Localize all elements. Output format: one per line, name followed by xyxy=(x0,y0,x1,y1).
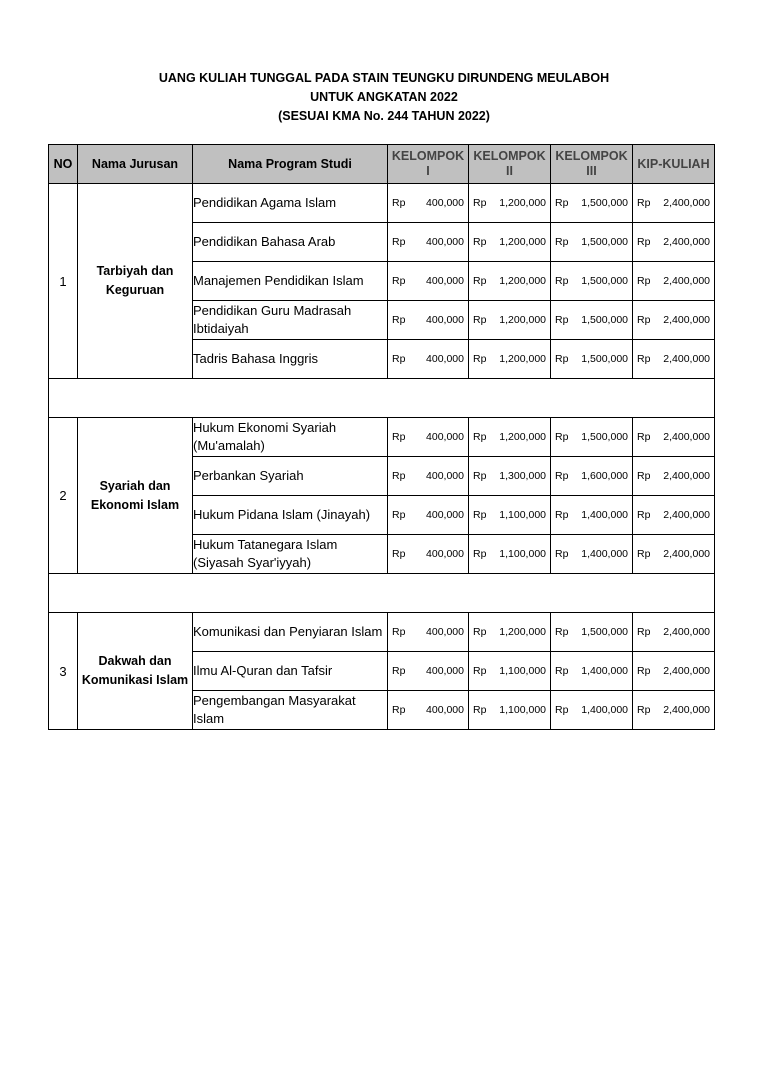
fee-k3 xyxy=(551,496,633,535)
tuition-table xyxy=(48,144,715,730)
fee-amount: 2,400,000 xyxy=(663,665,710,677)
currency-label: Rp xyxy=(473,275,487,287)
fee-amount: 2,400,000 xyxy=(663,704,710,716)
fee-k3 xyxy=(551,262,633,301)
fee-k1 xyxy=(388,262,469,301)
group-separator xyxy=(49,574,715,613)
currency-label: Rp xyxy=(555,197,569,209)
fee-k1 xyxy=(388,301,469,340)
fee-amount: 1,400,000 xyxy=(581,704,628,716)
fee-k2 xyxy=(469,613,551,652)
program-name: Pendidikan Guru Madrasah Ibtidaiyah xyxy=(193,301,388,340)
currency-label: Rp xyxy=(392,236,406,248)
fee-k1 xyxy=(388,652,469,691)
currency-label: Rp xyxy=(637,431,651,443)
program-name: Pendidikan Agama Islam xyxy=(193,184,388,223)
fee-amount: 2,400,000 xyxy=(663,431,710,443)
fee-k1 xyxy=(388,496,469,535)
title-line-2: UNTUK ANGKATAN 2022 xyxy=(310,90,458,104)
title-line-1: UANG KULIAH TUNGGAL PADA STAIN TEUNGKU DIRUNDENG MEULABOH xyxy=(158,71,610,85)
fee-kip xyxy=(633,652,715,691)
fee-kip xyxy=(633,223,715,262)
header-kelompok-2: KELOMPOK II xyxy=(469,145,551,184)
currency-label: Rp xyxy=(637,236,651,248)
fee-amount: 1,100,000 xyxy=(499,509,546,521)
fee-k1 xyxy=(388,418,469,457)
fee-k3 xyxy=(551,691,633,730)
fee-k3 xyxy=(551,613,633,652)
fee-amount: 400,000 xyxy=(426,431,464,443)
fee-k1 xyxy=(388,340,469,379)
fee-amount: 1,500,000 xyxy=(581,236,628,248)
currency-label: Rp xyxy=(637,275,651,287)
currency-label: Rp xyxy=(555,431,569,443)
fee-amount: 400,000 xyxy=(426,665,464,677)
fee-k1 xyxy=(388,691,469,730)
currency-label: Rp xyxy=(473,236,487,248)
fee-amount: 2,400,000 xyxy=(663,236,710,248)
program-name: Komunikasi dan Penyiaran Islam xyxy=(193,613,388,652)
header-kelompok-3: KELOMPOK III xyxy=(551,145,633,184)
currency-label: Rp xyxy=(392,275,406,287)
currency-label: Rp xyxy=(473,431,487,443)
currency-label: Rp xyxy=(555,704,569,716)
jurusan-name: Dakwah dan Komunikasi Islam xyxy=(78,613,193,730)
fee-amount: 1,100,000 xyxy=(499,704,546,716)
fee-amount: 400,000 xyxy=(426,353,464,365)
fee-amount: 2,400,000 xyxy=(663,509,710,521)
currency-label: Rp xyxy=(392,353,406,365)
currency-label: Rp xyxy=(473,197,487,209)
fee-amount: 1,200,000 xyxy=(499,314,546,326)
table-row xyxy=(49,613,715,652)
fee-k3 xyxy=(551,184,633,223)
fee-amount: 2,400,000 xyxy=(663,275,710,287)
fee-amount: 1,500,000 xyxy=(581,275,628,287)
fee-k2 xyxy=(469,262,551,301)
fee-amount: 400,000 xyxy=(426,197,464,209)
fee-k3 xyxy=(551,418,633,457)
fee-k2 xyxy=(469,535,551,574)
fee-k1 xyxy=(388,223,469,262)
fee-amount: 2,400,000 xyxy=(663,197,710,209)
currency-label: Rp xyxy=(473,626,487,638)
header-jurusan: Nama Jurusan xyxy=(78,145,193,184)
document-title xyxy=(0,69,768,126)
program-name: Manajemen Pendidikan Islam xyxy=(193,262,388,301)
table-row xyxy=(49,184,715,223)
header-kelompok-1: KELOMPOK I xyxy=(388,145,469,184)
fee-amount: 400,000 xyxy=(426,470,464,482)
fee-k1 xyxy=(388,457,469,496)
title-line-3: (SESUAI KMA No. 244 TAHUN 2022) xyxy=(278,109,490,123)
fee-kip xyxy=(633,340,715,379)
currency-label: Rp xyxy=(555,353,569,365)
fee-kip xyxy=(633,457,715,496)
currency-label: Rp xyxy=(637,470,651,482)
fee-kip xyxy=(633,184,715,223)
currency-label: Rp xyxy=(392,431,406,443)
fee-k2 xyxy=(469,418,551,457)
fee-amount: 1,500,000 xyxy=(581,353,628,365)
currency-label: Rp xyxy=(392,704,406,716)
fee-k2 xyxy=(469,223,551,262)
fee-amount: 1,400,000 xyxy=(581,665,628,677)
fee-amount: 1,200,000 xyxy=(499,626,546,638)
header-program: Nama Program Studi xyxy=(193,145,388,184)
currency-label: Rp xyxy=(392,509,406,521)
fee-k3 xyxy=(551,457,633,496)
program-name: Ilmu Al-Quran dan Tafsir xyxy=(193,652,388,691)
fee-k1 xyxy=(388,184,469,223)
fee-k2 xyxy=(469,691,551,730)
fee-kip xyxy=(633,418,715,457)
currency-label: Rp xyxy=(473,314,487,326)
fee-amount: 1,100,000 xyxy=(499,548,546,560)
fee-amount: 1,400,000 xyxy=(581,548,628,560)
fee-amount: 1,500,000 xyxy=(581,314,628,326)
fee-amount: 400,000 xyxy=(426,704,464,716)
fee-amount: 2,400,000 xyxy=(663,548,710,560)
program-name: Hukum Ekonomi Syariah (Mu'amalah) xyxy=(193,418,388,457)
currency-label: Rp xyxy=(555,548,569,560)
fee-k3 xyxy=(551,301,633,340)
currency-label: Rp xyxy=(637,509,651,521)
fee-kip xyxy=(633,691,715,730)
fee-kip xyxy=(633,301,715,340)
currency-label: Rp xyxy=(473,470,487,482)
currency-label: Rp xyxy=(392,470,406,482)
fee-kip xyxy=(633,262,715,301)
fee-amount: 2,400,000 xyxy=(663,626,710,638)
fee-k2 xyxy=(469,340,551,379)
currency-label: Rp xyxy=(392,626,406,638)
currency-label: Rp xyxy=(637,665,651,677)
currency-label: Rp xyxy=(637,197,651,209)
fee-amount: 400,000 xyxy=(426,314,464,326)
header-no: NO xyxy=(49,145,78,184)
currency-label: Rp xyxy=(392,197,406,209)
currency-label: Rp xyxy=(637,704,651,716)
currency-label: Rp xyxy=(637,626,651,638)
fee-amount: 400,000 xyxy=(426,275,464,287)
jurusan-name: Tarbiyah dan Keguruan xyxy=(78,184,193,379)
currency-label: Rp xyxy=(555,275,569,287)
fee-amount: 1,300,000 xyxy=(499,470,546,482)
table-row xyxy=(49,418,715,457)
fee-amount: 400,000 xyxy=(426,626,464,638)
jurusan-name: Syariah dan Ekonomi Islam xyxy=(78,418,193,574)
currency-label: Rp xyxy=(392,548,406,560)
fee-amount: 400,000 xyxy=(426,509,464,521)
fee-amount: 1,400,000 xyxy=(581,509,628,521)
fee-amount: 2,400,000 xyxy=(663,470,710,482)
fee-k1 xyxy=(388,535,469,574)
program-name: Pendidikan Bahasa Arab xyxy=(193,223,388,262)
program-name: Tadris Bahasa Inggris xyxy=(193,340,388,379)
fee-amount: 1,500,000 xyxy=(581,626,628,638)
currency-label: Rp xyxy=(473,353,487,365)
group-number: 1 xyxy=(49,184,78,379)
currency-label: Rp xyxy=(637,353,651,365)
currency-label: Rp xyxy=(473,665,487,677)
currency-label: Rp xyxy=(473,548,487,560)
header-row xyxy=(49,145,715,184)
fee-k3 xyxy=(551,652,633,691)
fee-k2 xyxy=(469,652,551,691)
fee-k3 xyxy=(551,340,633,379)
fee-amount: 1,200,000 xyxy=(499,353,546,365)
fee-amount: 1,200,000 xyxy=(499,236,546,248)
program-name: Hukum Pidana Islam (Jinayah) xyxy=(193,496,388,535)
fee-amount: 1,200,000 xyxy=(499,431,546,443)
currency-label: Rp xyxy=(555,509,569,521)
group-separator xyxy=(49,379,715,418)
currency-label: Rp xyxy=(392,314,406,326)
fee-amount: 1,600,000 xyxy=(581,470,628,482)
header-kip-kuliah: KIP-KULIAH xyxy=(633,145,715,184)
group-number: 2 xyxy=(49,418,78,574)
fee-k3 xyxy=(551,535,633,574)
fee-amount: 2,400,000 xyxy=(663,353,710,365)
program-name: Perbankan Syariah xyxy=(193,457,388,496)
fee-kip xyxy=(633,613,715,652)
currency-label: Rp xyxy=(555,314,569,326)
program-name: Hukum Tatanegara Islam (Siyasah Syar'iyyah) xyxy=(193,535,388,574)
fee-amount: 400,000 xyxy=(426,548,464,560)
fee-kip xyxy=(633,496,715,535)
fee-k2 xyxy=(469,457,551,496)
fee-amount: 1,200,000 xyxy=(499,197,546,209)
fee-k1 xyxy=(388,613,469,652)
fee-amount: 1,200,000 xyxy=(499,275,546,287)
fee-amount: 1,500,000 xyxy=(581,431,628,443)
fee-k2 xyxy=(469,496,551,535)
currency-label: Rp xyxy=(555,236,569,248)
currency-label: Rp xyxy=(555,470,569,482)
currency-label: Rp xyxy=(637,314,651,326)
currency-label: Rp xyxy=(473,509,487,521)
program-name: Pengembangan Masyarakat Islam xyxy=(193,691,388,730)
currency-label: Rp xyxy=(392,665,406,677)
group-number: 3 xyxy=(49,613,78,730)
fee-amount: 2,400,000 xyxy=(663,314,710,326)
currency-label: Rp xyxy=(473,704,487,716)
table-body xyxy=(49,184,715,730)
fee-amount: 400,000 xyxy=(426,236,464,248)
fee-amount: 1,500,000 xyxy=(581,197,628,209)
fee-k2 xyxy=(469,301,551,340)
currency-label: Rp xyxy=(637,548,651,560)
fee-k2 xyxy=(469,184,551,223)
currency-label: Rp xyxy=(555,665,569,677)
fee-amount: 1,100,000 xyxy=(499,665,546,677)
fee-kip xyxy=(633,535,715,574)
fee-k3 xyxy=(551,223,633,262)
currency-label: Rp xyxy=(555,626,569,638)
